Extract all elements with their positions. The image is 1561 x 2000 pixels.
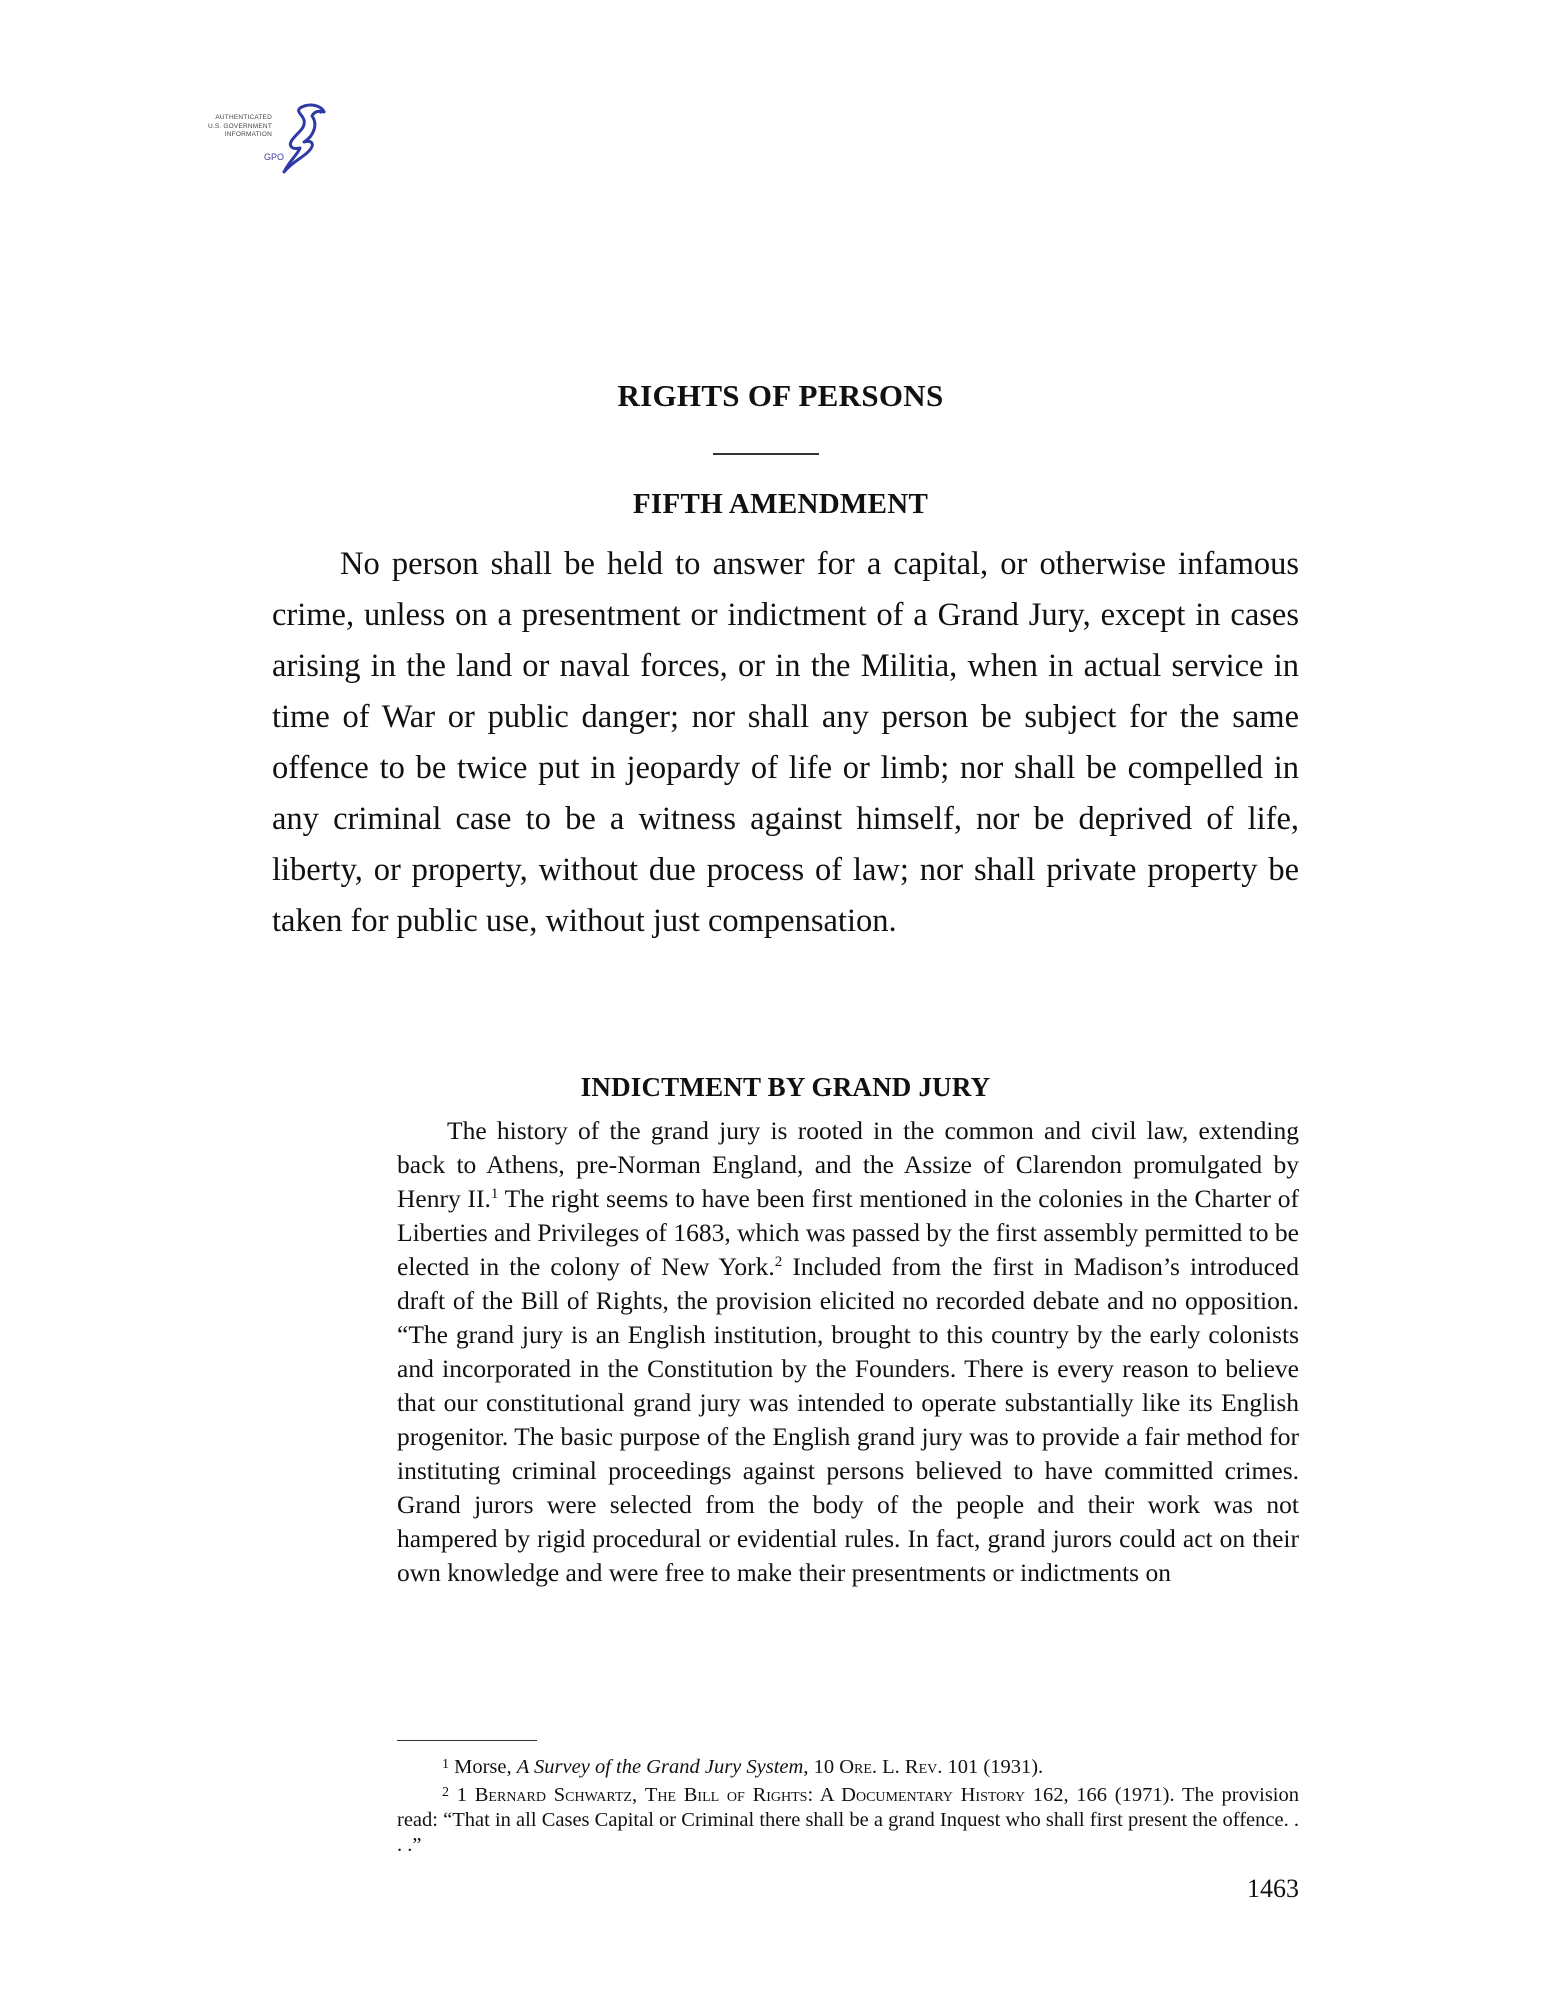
- footnote-ref: 1: [490, 1186, 499, 1202]
- footnote-text: , 10: [803, 1756, 840, 1778]
- footnotes: [397, 1752, 1299, 1858]
- logo-line: AUTHENTICATED: [215, 114, 272, 121]
- gpo-authenticated-logo: [160, 100, 330, 190]
- footnote-2: [397, 1780, 1299, 1858]
- page-heading: RIGHTS OF PERSONS: [617, 378, 944, 413]
- logo-line: INFORMATION: [224, 131, 272, 138]
- title-divider: [713, 453, 819, 455]
- footnote-text: ,: [631, 1784, 645, 1806]
- logo-caption: [160, 114, 272, 140]
- section-body: [397, 1114, 1299, 1590]
- section-heading: INDICTMENT BY GRAND JURY: [580, 1072, 991, 1102]
- footnote-journal: Ore. L. Rev.: [839, 1756, 943, 1778]
- body-text: Included from the first in Madison’s introduced draft of the Bill of Rights, the provision elicited no recorded debate and no opposition. “The grand jury is an English institution, brought to this country by the early colonists and incorporated in the Constitution by the Founders. There is every reason to believe that our constitutional grand jury was intended to operate substantially like its English progenitor. The basic purpose of the English grand jury was to provide a fair method for instituting criminal proceedings against persons believed to have committed crimes. Grand jurors were selected from the body of the people and their work was not hampered by rigid procedural or evidential rules. In fact, grand jurors could act on their own knowledge and were free to make their presentments or indictments on: [397, 1252, 1299, 1587]
- body-text: The history of the grand jury is rooted in the common and civil law, extending back to Athens, pre-Norman England, and the Assize of Clarendon promulgated by Henry II.: [397, 1116, 1299, 1213]
- eagle-icon: [278, 100, 328, 180]
- amendment-title: FIFTH AMENDMENT: [632, 488, 929, 520]
- footnote-number: 2: [442, 1785, 449, 1800]
- footnote-divider: [397, 1740, 537, 1741]
- footnote-1: [397, 1752, 1299, 1780]
- footnote-ref: 2: [774, 1254, 783, 1270]
- footnote-title: A Survey of the Grand Jury System: [516, 1756, 804, 1778]
- footnote-text: 101 (1931).: [942, 1756, 1044, 1778]
- page-number: 1463: [1247, 1874, 1299, 1903]
- footnote-text: Morse,: [454, 1756, 517, 1778]
- body-text: The right seems to have been first mentioned in the colonies in the Charter of Liberties and Privileges of 1683, which was passed by the first assembly permitted to be elected in the colony of New York.: [397, 1184, 1299, 1281]
- logo-gpo-text: GPO: [263, 152, 284, 162]
- logo-line: U.S. GOVERNMENT: [207, 122, 272, 130]
- amendment-text: No person shall be held to answer for a capital, or otherwise infamous crime, unless on a presentment or indictment of a Grand Jury, except in cases arising in the land or naval forces, or in the Militia, when in actual service in time of War or public danger; nor shall any person be subject for the same offence to be twice put in jeopardy of life or limb; nor shall be compelled in any criminal case to be a witness against himself, nor be deprived of life, liberty, or property, without due process of law; nor shall private property be taken for public use, without just compensation.: [272, 546, 1299, 939]
- footnote-number: 1: [442, 1757, 449, 1772]
- footnote-text: 162, 166 (1971). The provision read: “That in all Cases Capital or Criminal there shall be a grand Inquest who shall first present the offence. . . .”: [397, 1784, 1300, 1856]
- footnote-author: Bernard Schwartz: [474, 1784, 632, 1806]
- footnote-title: The Bill of Rights: A Documentary History: [644, 1784, 1025, 1806]
- footnote-text: 1: [456, 1784, 475, 1806]
